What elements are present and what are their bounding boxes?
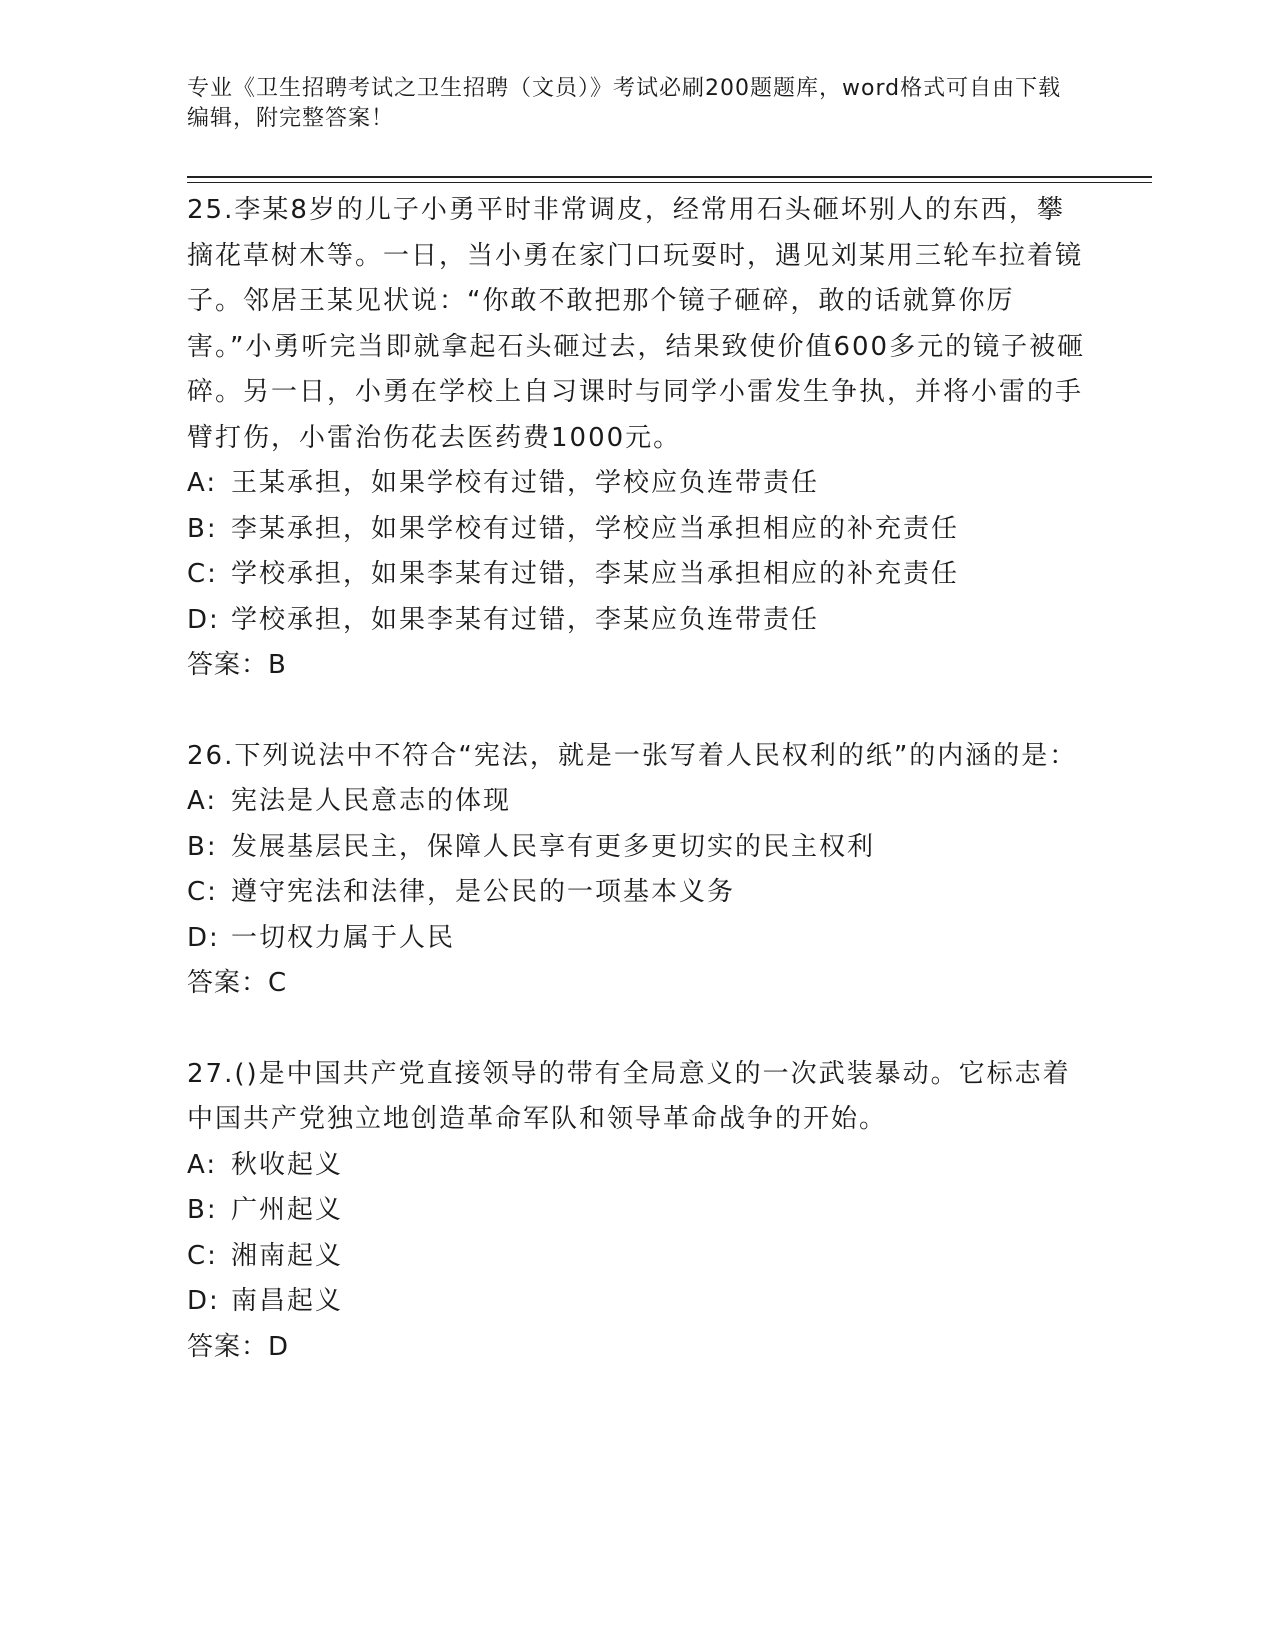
option-text: 秋收起义 — [231, 1149, 344, 1180]
option-key: A: — [187, 1149, 218, 1180]
question-stem: 27.()是中国共产党直接领导的带有全局意义的一次武装暴动。它标志着中国共产党独立地创造革命军队和领导革命战争的开始。 — [187, 1058, 1071, 1134]
option-key: A: — [187, 468, 218, 498]
option-c — [187, 552, 1087, 598]
option-text: 学校承担，如果李某有过错，李某应负连带责任 — [231, 604, 820, 635]
option-key: D: — [187, 1286, 220, 1316]
option-text: 学校承担，如果李某有过错，李某应当承担相应的补充责任 — [231, 559, 960, 589]
option-key: D: — [187, 604, 220, 635]
answer-label: 答案：C — [187, 968, 288, 998]
option-key: A: — [187, 786, 218, 816]
option-key: C: — [187, 877, 218, 907]
option-key: B: — [187, 831, 218, 862]
question-stem: 25.李某8岁的儿子小勇平时非常调皮，经常用石头砸坏别人的东西，攀摘花草树木等。一日，当小勇在家门口玩耍时，遇见刘某用三轮车拉着镜子。邻居王某见状说：“你敢不敢把那个镜子砸碎，敢的话就算你厉害。”小勇听完当即就拿起石头砸过去，结果致使价值600多元的镜子被砸碎。另一日，小勇在学校上自习课时与同学小雷发生争执，并将小雷的手臂打伤，小雷治伤花去医药费1000元。 — [187, 195, 1086, 453]
option-text: 遵守宪法和法律，是公民的一项基本义务 — [231, 877, 736, 907]
option-a — [187, 779, 1087, 825]
option-d — [187, 598, 1087, 644]
answer-label: 答案：D — [187, 1331, 290, 1362]
question-26 — [187, 734, 1087, 1007]
option-b — [187, 507, 1087, 553]
option-text: 李某承担，如果学校有过错，学校应当承担相应的补充责任 — [231, 513, 960, 544]
option-b — [187, 1188, 1087, 1234]
question-stem: 26.下列说法中不符合“宪法，就是一张写着人民权利的纸”的内涵的是： — [187, 740, 1078, 771]
option-key: C: — [187, 1240, 218, 1271]
option-c — [187, 870, 1087, 916]
question-27 — [187, 1052, 1087, 1371]
option-d — [187, 1279, 1087, 1325]
question-gap — [187, 1007, 1087, 1052]
option-key: B: — [187, 513, 218, 544]
option-a — [187, 1143, 1087, 1189]
question-25 — [187, 188, 1087, 689]
option-d — [187, 916, 1087, 962]
header-divider-thin — [187, 182, 1152, 183]
option-text: 宪法是人民意志的体现 — [231, 786, 512, 816]
option-text: 发展基层民主，保障人民享有更多更切实的民主权利 — [231, 831, 876, 862]
page-header: 专业《卫生招聘考试之卫生招聘（文员）》考试必刷200题题库，word格式可自由下载编辑，附完整答案！ — [187, 76, 1062, 131]
option-key: C: — [187, 559, 218, 589]
option-text: 王某承担，如果学校有过错，学校应负连带责任 — [231, 468, 820, 498]
option-key: D: — [187, 922, 220, 953]
answer-label: 答案：B — [187, 650, 287, 680]
option-c — [187, 1234, 1087, 1280]
option-text: 一切权力属于人民 — [231, 922, 456, 953]
question-gap — [187, 689, 1087, 734]
option-a — [187, 461, 1087, 507]
question-list — [187, 188, 1087, 1370]
option-text: 广州起义 — [231, 1195, 344, 1225]
option-b — [187, 825, 1087, 871]
option-text: 湘南起义 — [231, 1240, 344, 1271]
option-key: B: — [187, 1195, 218, 1225]
option-text: 南昌起义 — [231, 1286, 344, 1316]
header-divider-thick — [187, 176, 1152, 178]
